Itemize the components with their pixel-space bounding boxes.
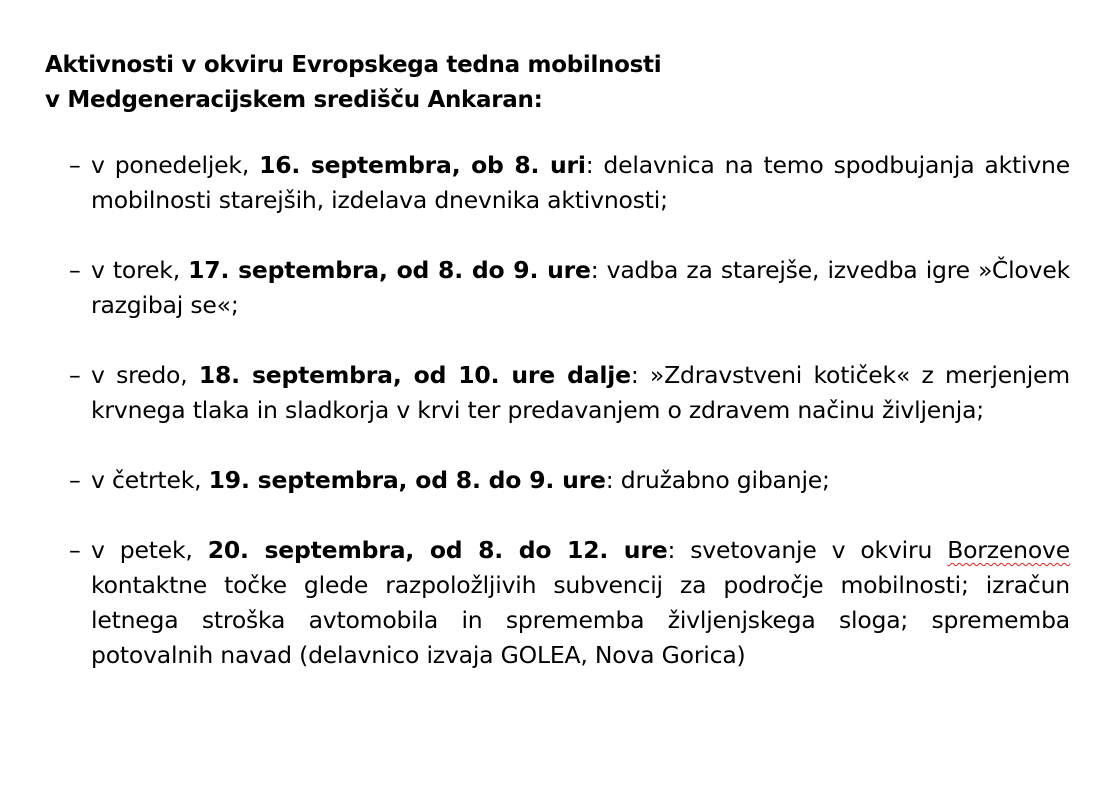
item-date-time: 18. septembra, od 10. ure dalje [198,361,631,389]
item-prefix: v sredo, [91,361,199,389]
activity-list [45,148,1070,673]
item-description: : vadba za starejše, izvedba igre »Človek razgibaj se«; [91,256,1070,319]
document-page [45,48,1070,673]
item-date-time: 17. septembra, od 8. do 9. ure [188,256,591,284]
dash-bullet-icon: – [69,151,81,179]
list-item-monday [45,148,1070,218]
list-item-friday [45,533,1070,673]
dash-bullet-icon: – [69,361,81,389]
list-item-wednesday [45,358,1070,428]
item-description: : »Zdravstveni kotiček« z merjenjem krvnega tlaka in sladkorja v krvi ter predavanjem o zdravem načinu življenja; [91,361,1070,424]
item-prefix: v ponedeljek, [91,151,260,179]
item-prefix: v torek, [91,256,189,284]
item-description-end: kontaktne točke glede razpoložljivih subvencij za področje mobilnosti; izračun letnega stroška avtomobila in sprememba življenjskega sloga; sprememba potovalnih navad (delavnico izvaja GOLEA, Nova Gorica) [91,571,1070,669]
list-item-tuesday [45,253,1070,323]
dash-bullet-icon: – [69,466,81,494]
dash-bullet-icon: – [69,536,81,564]
item-description: : delavnica na temo spodbujanja aktivne mobilnosti starejših, izdelava dnevnika aktivnosti; [91,151,1070,214]
item-prefix: v petek, [91,536,208,564]
item-description: : družabno gibanje; [605,466,830,494]
item-description-start: : svetovanje v okviru [667,536,948,564]
dash-bullet-icon: – [69,256,81,284]
list-item-thursday [45,463,1070,498]
title-line-1: Aktivnosti v okviru Evropskega tedna mobilnosti [45,52,662,78]
document-title [45,48,1070,118]
title-line-2: v Medgeneracijskem središču Ankaran: [45,87,543,113]
item-prefix: v četrtek, [91,466,209,494]
item-date-time: 16. septembra, ob 8. uri [259,151,586,179]
spellcheck-flagged-word[interactable]: Borzenove [947,536,1070,564]
item-date-time: 20. septembra, od 8. do 12. ure [207,536,668,564]
item-date-time: 19. septembra, od 8. do 9. ure [208,466,606,494]
